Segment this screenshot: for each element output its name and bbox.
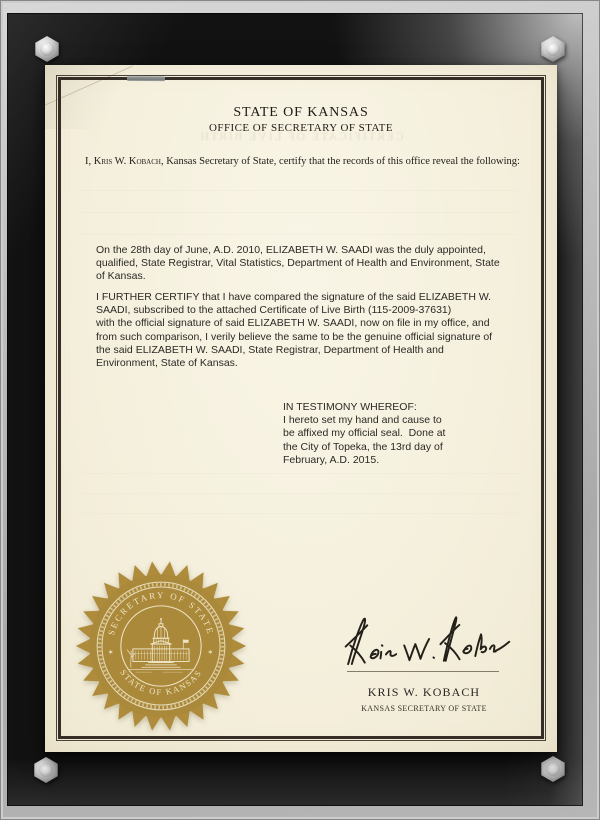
corner-bolt-icon [540,36,566,62]
bleed-through-form-rows [81,169,517,235]
paragraph-appointment [96,244,500,284]
paragraph-line: I FURTHER CERTIFY that I have compared the signature of the said ELIZABETH W. [96,291,492,303]
signature-underline [347,671,499,672]
intro-prefix: I, [85,156,94,167]
testimony-line: I hereto set my hand and cause to [283,414,442,427]
paragraph-line: On the 28th day of June, A.D. 2010, ELIZABETH W. SAADI was the duly appointed, [96,244,486,256]
testimony-line: the City of Topeka, the 13rd day of [283,440,443,453]
intro-officer-name: Kris W. Kobach [93,156,161,167]
certificate-paper [45,65,557,752]
signatory-printed-name: KRIS W. KOBACH [367,685,481,699]
seal-star-left-icon: ✶ [107,649,114,657]
signatory-printed-title: KANSAS SECRETARY OF STATE [361,704,487,713]
corner-bolt-icon [540,756,566,782]
testimony-line: be affixed my official seal. Done at [283,427,446,440]
paragraph-further-certify [96,291,492,370]
corner-bolt-icon [34,36,60,62]
certification-intro-line [85,156,520,167]
paragraph-line: from such comparison, I verily believe the same to be the genuine official signature of [96,330,493,343]
paragraph-line: with the official signature of said ELIZABETH W. SAADI, now on file in my office, and [96,317,490,330]
bleed-through-band [81,473,521,533]
bleed-through-ghost-text: CERTIFICATE OF LIVE BIRTH [198,131,404,143]
seal-arc-bottom-text: STATE OF KANSAS [118,667,204,697]
document-subtitle: OFFICE OF SECRETARY OF STATE [208,122,394,134]
intro-rest: , Kansas Secretary of State, certify that the records of this office reveal the following: [160,156,520,167]
signature-script [338,608,512,674]
testimony-line: February, A.D. 2015. [283,453,380,466]
paragraph-line: the said ELIZABETH W. SAADI, State Registrar, Department of Health and [96,343,444,356]
gold-foil-seal [72,557,250,735]
paragraph-line: of Kansas. [96,270,146,283]
testimony-line: IN TESTIMONY WHEREOF: [283,401,417,413]
staple-icon [127,76,165,81]
testimony-block [283,401,445,467]
corner-bolt-icon [33,757,59,783]
bolt-shine [546,42,560,56]
bolt-shine [39,763,53,777]
seal-arc-top-text: SECRETARY OF STATE [105,590,217,637]
paragraph-line: Environment, State of Kansas. [96,357,238,370]
bolt-shine [40,42,54,56]
seal-star-right-icon: ✶ [207,649,214,657]
document-title: STATE OF KANSAS [233,105,369,120]
paragraph-line: qualified, State Registrar, Vital Statistics, Department of Health and Environment, State [96,257,500,270]
bolt-shine [546,762,560,776]
paragraph-line: SAADI, subscribed to the attached Certificate of Live Birth (115-2009-37631) [96,304,452,317]
